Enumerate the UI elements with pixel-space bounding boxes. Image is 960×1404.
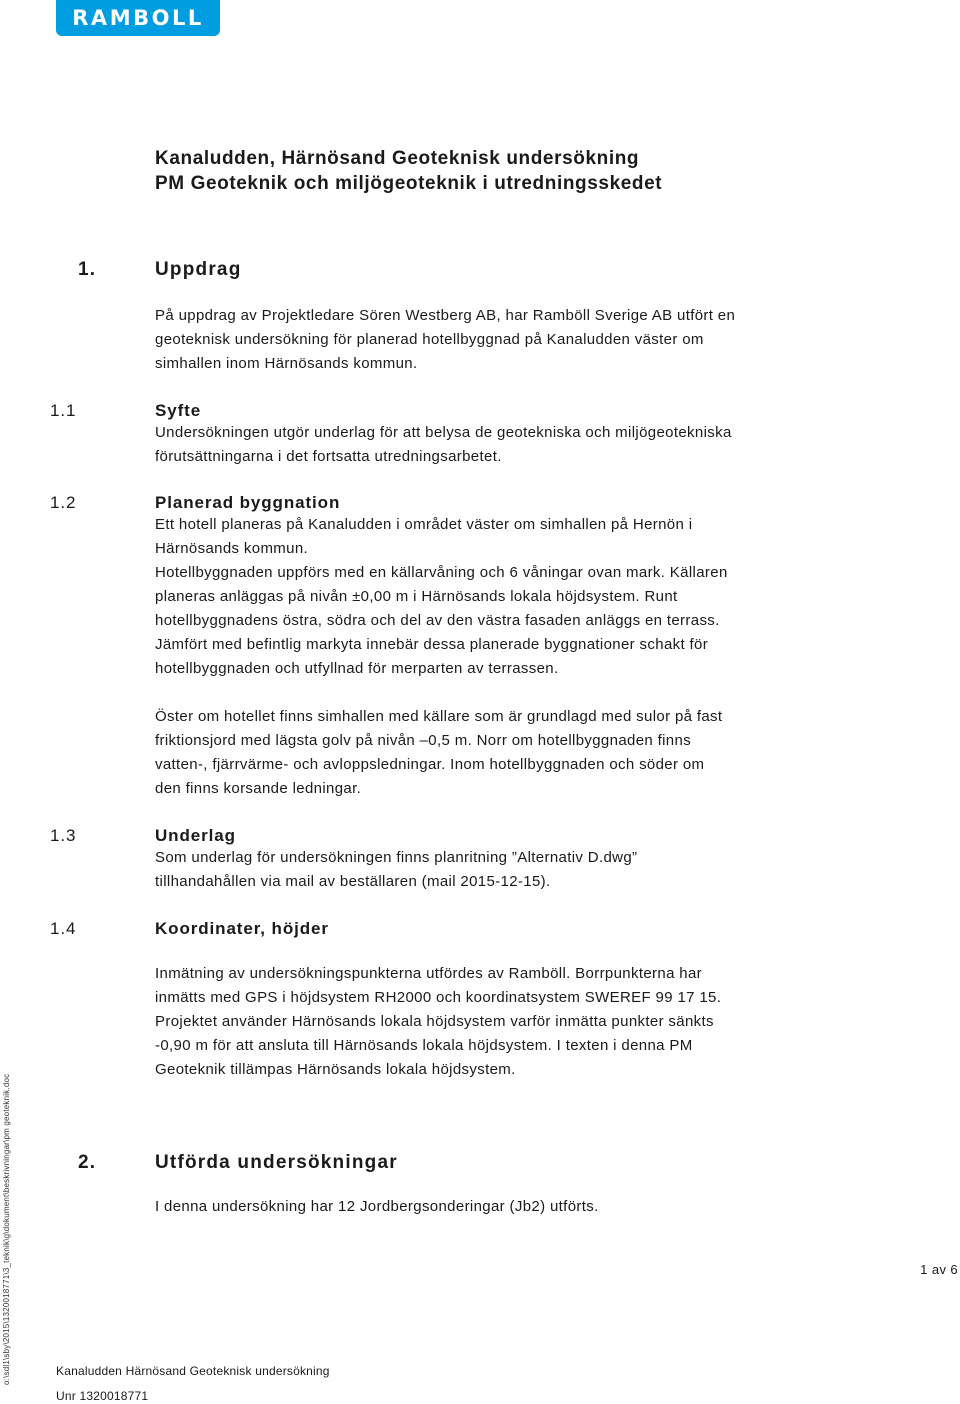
- document-title-line1: Kanaludden, Härnösand Geoteknisk undersökning: [155, 148, 640, 169]
- paragraph-line: Härnösands kommun.: [155, 540, 309, 557]
- paragraph-line: Hotellbyggnaden uppförs med en källarvåning och 6 våningar ovan mark. Källaren: [155, 564, 728, 581]
- section-title: Planerad byggnation: [155, 493, 341, 512]
- section-1-2-body-2: [155, 705, 855, 801]
- section-1-4-body: [155, 962, 855, 1082]
- paragraph-line: tillhandahållen via mail av beställaren (mail 2015-12-15).: [155, 873, 551, 890]
- section-number: 1.: [78, 259, 97, 280]
- paragraph-line: Ett hotell planeras på Kanaludden i området väster om simhallen på Hernön i: [155, 516, 693, 533]
- section-title: Koordinater, höjder: [155, 919, 329, 938]
- ramboll-logo: RAMBOLL: [56, 0, 220, 36]
- paragraph-line: planeras anläggas på nivån ±0,00 m i Härnösands lokala höjdsystem. Runt: [155, 588, 678, 605]
- section-number: 1.4: [50, 919, 77, 938]
- file-path-margin-text: o:\sdl1\sby\2015\1320018771\3_teknik\g\dokument\beskrivningar\pm geoteknik.doc: [2, 1073, 11, 1385]
- section-title: Underlag: [155, 826, 236, 845]
- section-1-3-body: [155, 846, 855, 894]
- paragraph-line: -0,90 m för att ansluta till Härnösands lokala höjdsystem. I texten i denna PM: [155, 1037, 693, 1054]
- paragraph-line: hotellbyggnaden och utfyllnad för merparten av terrassen.: [155, 660, 559, 677]
- section-number: 1.2: [50, 493, 77, 512]
- section-1-body: [155, 304, 855, 376]
- paragraph-line: friktionsjord med lägsta golv på nivån –0,5 m. Norr om hotellbyggnaden finns: [155, 732, 692, 749]
- section-number: 2.: [78, 1152, 97, 1173]
- paragraph-line: hotellbyggnadens östra, södra och del av den västra fasaden anläggs en terrass.: [155, 612, 720, 629]
- paragraph-line: Som underlag för undersökningen finns planritning ”Alternativ D.dwg”: [155, 849, 638, 866]
- paragraph-line: I denna undersökning har 12 Jordbergsonderingar (Jb2) utförts.: [155, 1198, 599, 1215]
- section-title: Utförda undersökningar: [155, 1152, 398, 1173]
- section-number: 1.3: [50, 826, 77, 845]
- section-2-body: [155, 1195, 855, 1219]
- document-title-line2: PM Geoteknik och miljögeoteknik i utredningsskedet: [155, 173, 663, 194]
- footer-project-name: Kanaludden Härnösand Geoteknisk undersökning: [56, 1364, 330, 1378]
- paragraph-line: förutsättningarna i det fortsatta utredningsarbetet.: [155, 448, 502, 465]
- footer-project-number: Unr 1320018771: [56, 1389, 149, 1403]
- paragraph-line: På uppdrag av Projektledare Sören Westberg AB, har Ramböll Sverige AB utfört en: [155, 307, 736, 324]
- paragraph-line: Inmätning av undersökningspunkterna utfördes av Ramböll. Borrpunkterna har: [155, 965, 703, 982]
- section-title: Uppdrag: [155, 259, 242, 280]
- paragraph-line: Öster om hotellet finns simhallen med källare som är grundlagd med sulor på fast: [155, 708, 723, 725]
- paragraph-line: Projektet använder Härnösands lokala höjdsystem varför inmätta punkter sänkts: [155, 1013, 714, 1030]
- section-title: Syfte: [155, 401, 202, 420]
- paragraph-line: Geoteknik tillämpas Härnösands lokala höjdsystem.: [155, 1061, 516, 1078]
- page-number: 1 av 6: [920, 1262, 958, 1277]
- paragraph-line: den finns korsande ledningar.: [155, 780, 362, 797]
- section-1-2-body: [155, 513, 855, 681]
- paragraph-line: inmätts med GPS i höjdsystem RH2000 och koordinatsystem SWEREF 99 17 15.: [155, 989, 722, 1006]
- paragraph-line: Undersökningen utgör underlag för att belysa de geotekniska och miljögeotekniska: [155, 424, 732, 441]
- paragraph-line: Jämfört med befintlig markyta innebär dessa planerade byggnationer schakt för: [155, 636, 709, 653]
- paragraph-line: vatten-, fjärrvärme- och avloppsledningar. Inom hotellbyggnaden och söder om: [155, 756, 705, 773]
- section-number: 1.1: [50, 401, 77, 420]
- section-1-1-body: [155, 421, 855, 469]
- document-title: [155, 146, 662, 196]
- paragraph-line: geoteknisk undersökning för planerad hotellbyggnad på Kanaludden väster om: [155, 331, 704, 348]
- paragraph-line: simhallen inom Härnösands kommun.: [155, 355, 418, 372]
